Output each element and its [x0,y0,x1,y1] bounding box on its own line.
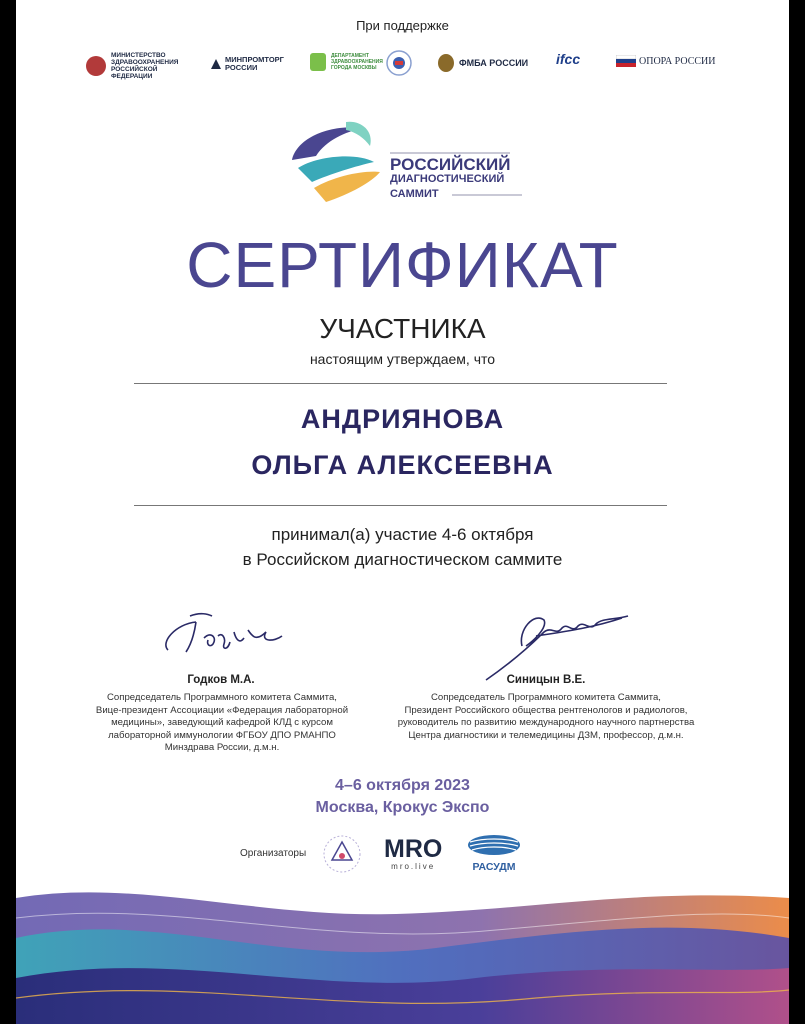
emblem-icon [86,56,106,76]
certificate-subtitle: УЧАСТНИКА [319,313,486,344]
decorative-waves [16,878,789,1024]
event-dates: 4–6 октября 2023 [335,777,470,794]
signer-1-role: Сопредседатель Программного комитета Саммита, Вице-президент Ассоциации «Федерация лабораторной медицины», заведующий кафедрой КЛД с курсом лабораторной иммунологии ФГБОУ ДПО РМАНПО Минздрава России, д.м.н. [95,692,349,753]
round-emblem-icon [386,50,412,76]
signer-2-name: Синицын В.Е. [506,674,586,686]
certificate-title: СЕРТИФИКАТ [186,229,619,301]
participation-line2: в Российском диагностическом саммите [242,550,563,569]
certificate-sheet [16,0,789,1024]
eagle-icon [438,54,454,72]
signature-godkov [156,602,296,662]
divider-bottom [134,505,667,506]
certificate-affirm: настоящим утверждаем, что [309,351,496,367]
event-place: Москва, Крокус Экспо [315,799,490,816]
federation-lab-medicine-logo [322,834,362,874]
sponsor-minzdrav-logo: МИНИСТЕРСТВО ЗДРАВООХРАНЕНИЯ РОССИЙСКОЙ ФЕДЕРАЦИИ [86,52,189,80]
sponsor-minpromtorg-logo: МИНПРОМТОРГ РОССИИ [210,56,297,72]
triangle-icon [210,58,222,70]
sponsor-opora-logo: ОПОРА РОССИИ [616,55,715,67]
participation-line1: принимал(а) участие 4-6 октября [271,525,534,544]
mro-logo: MRO mro.live [384,835,443,871]
sponsor-ifcc-logo: ifcc [556,51,581,67]
sponsor-logos [78,48,738,80]
sponsor-dzm-logo: ДЕПАРТАМЕНТ ЗДРАВООХРАНЕНИЯ ГОРОДА МОСКВЫ [310,53,389,71]
signer-1-name: Годков М.А. [187,674,255,686]
signature-sinitsyn [482,606,632,682]
sponsor-emblem-logo [386,50,412,76]
sponsor-fmba-logo: ФМБА РОССИИ [438,54,528,72]
summit-swirl-icon [286,116,386,212]
signer-2-role: Сопредседатель Программного комитета Саммита, Президент Российского общества рентгенологов и радиологов, руководитель по развитию международного научного партнерства Центра диагностики и телемедицины ДЗМ, профессор, д.м.н. [397,692,695,741]
rasudm-wave-icon [466,834,522,856]
flag-icon [616,55,636,67]
support-label: При поддержке [356,18,449,33]
divider-top [134,383,667,384]
participant-surname: АНДРИЯНОВА [300,404,505,434]
organizers-label: Организаторы [240,848,307,859]
participant-given-names: ОЛЬГА АЛЕКСЕЕВНА [251,450,554,480]
shield-icon [310,53,326,71]
rasudm-logo: РАСУДМ [464,834,524,873]
summit-logo-title: РОССИЙСКИЙ ДИАГНОСТИЧЕСКИЙ САММИТ [390,152,522,196]
